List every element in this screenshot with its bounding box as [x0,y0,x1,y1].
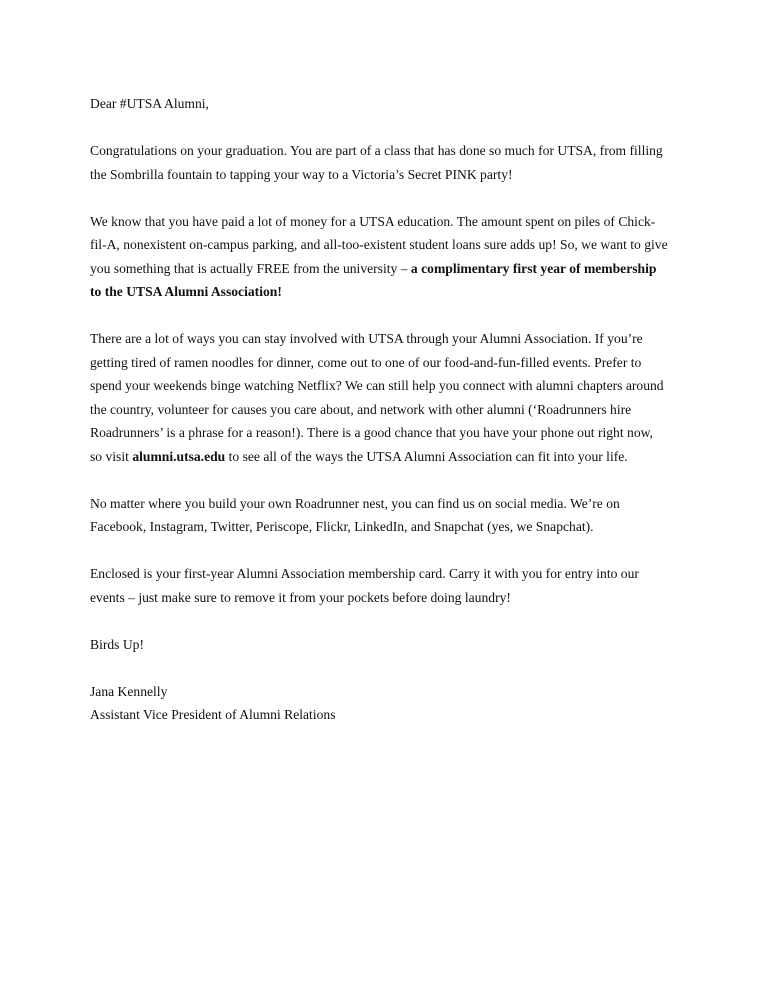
paragraph-line: No matter where you build your own Roadrunner nest, you can find us on social media. We’re on [90,495,620,511]
paragraph-line-mixed [90,257,690,281]
signature-title: Assistant Vice President of Alumni Relations [90,706,336,722]
membership-offer-bold: a complimentary first year of membership [410,260,657,276]
paragraph-spacer [90,656,690,680]
paragraph-line: Enclosed is your first-year Alumni Association membership card. Carry it with you for entry into our [90,566,639,581]
paragraph-line: Facebook, Instagram, Twitter, Periscope, Flickr, LinkedIn, and Snapchat (yes, we Snapchat). [90,519,594,534]
paragraph-free-membership [90,210,690,304]
paragraph-text: to see all of the ways the UTSA Alumni Association can fit into your life. [225,448,628,464]
paragraph-line: getting tired of ramen noodles for dinner, come out to one of our food-and-fun-filled events. Prefer to [90,354,642,370]
paragraph-congratulations [90,139,690,186]
paragraph-line-mixed [90,445,690,469]
paragraph-line: We know that you have paid a lot of money for a UTSA education. The amount spent on piles of Chick- [90,213,656,229]
paragraph-spacer [90,186,690,210]
paragraph-spacer [90,539,690,563]
salutation: Dear #UTSA Alumni, [90,96,209,111]
alumni-website-link[interactable]: alumni.utsa.edu [132,448,226,464]
signature-block [90,680,690,726]
paragraph-membership-card [90,562,690,609]
paragraph-spacer [90,304,690,328]
letter-body [90,92,690,726]
paragraph-stay-involved [90,327,690,468]
paragraph-line: There are a lot of ways you can stay involved with UTSA through your Alumni Association. If you’re [90,331,643,346]
paragraph-line: events – just make sure to remove it from your pockets before doing laundry! [90,589,511,605]
signature-name: Jana Kennelly [90,683,168,699]
closing: Birds Up! [90,636,144,652]
paragraph-line: the country, volunteer for causes you care about, and network with other alumni (‘Roadrunners hire [90,401,632,417]
paragraph-spacer [90,116,690,140]
paragraph-line: spend your weekends binge watching Netflix? We can still help you connect with alumni chapters around [90,378,664,393]
paragraph-spacer [90,468,690,492]
membership-offer-bold-continued: to the UTSA Alumni Association! [90,284,282,299]
paragraph-text: you something that is actually FREE from the university – [90,260,411,276]
paragraph-line: Congratulations on your graduation. You are part of a class that has done so much for UTSA, from filling [90,143,663,158]
paragraph-line: the Sombrilla fountain to tapping your way to a Victoria’s Secret PINK party! [90,166,513,182]
paragraph-line: Roadrunners’ is a phrase for a reason!). There is a good chance that you have your phone out right now, [90,425,653,440]
paragraph-spacer [90,609,690,633]
paragraph-line: fil-A, nonexistent on-campus parking, and all-too-existent student loans sure adds up! So, we want to give [90,237,668,252]
paragraph-social-media [90,492,690,539]
paragraph-text: so visit [90,448,133,464]
